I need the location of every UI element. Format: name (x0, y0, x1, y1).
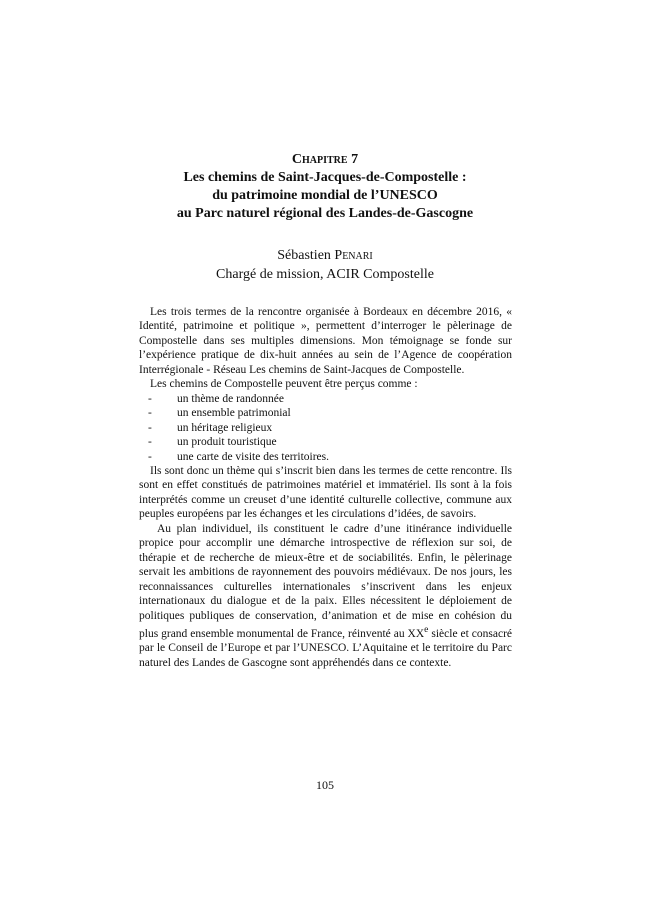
chapter-title-line-2: du patrimoine mondial de l’UNESCO (212, 188, 438, 203)
perception-list (139, 392, 512, 464)
paragraph-individual-text-a: Au plan individuel, ils constituent le cadre d’une itinérance individuelle propice pour accomplir une démarche introspective de réflexion sur soi, de thérapie et de recherche de mieux-être et de sociabilités. Enfin, le pèlerinage servait les ambitions de rayonnement des pouvoirs médiévaux. De nos jours, les reconnaissances culturelles internationales s’inscrivent dans les enjeux internationaux du dialogue et de la paix. Elles nécessitent le déploiement de politiques publiques de conservation, d’animation et de mise en cohésion du plus grand ensemble monumental de France, réinventé au XX (139, 522, 512, 640)
author-surname: Penari (334, 248, 373, 263)
list-item (139, 406, 512, 420)
author-name (100, 246, 550, 265)
author-role: Chargé de mission, ACIR Compostelle (216, 267, 434, 282)
paragraph-intro: Les trois termes de la rencontre organisée à Bordeaux en décembre 2016, « Identité, patrimoine et politique », permettent d’interroger le pèlerinage de Compostelle dans ses multiples dimensions. Mon témoignage se fonde sur l’expérience pratique de dix-huit années au sein de l’Agence de coopération Interrégionale - Réseau Les chemins de Saint-Jacques de Compostelle. (139, 306, 512, 376)
paragraph-individual-text-b: siècle et consacré par le Conseil de l’Europe et par l’UNESCO. L’Aquitaine et le territoire du Parc naturel des Landes de Gascogne sont appréhendés dans ce contexte. (139, 627, 512, 669)
author-first-name: Sébastien (277, 248, 331, 263)
list-dash: - (148, 392, 152, 405)
chapter-title-line-3: au Parc naturel régional des Landes-de-Gascogne (176, 206, 474, 221)
paragraph-individual (139, 522, 512, 670)
list-dash: - (148, 436, 152, 449)
chapter-heading (100, 151, 550, 223)
list-item-text: un produit touristique (177, 436, 277, 449)
chapter-title-line-1: Les chemins de Saint-Jacques-de-Compostelle : (183, 170, 467, 185)
list-dash: - (148, 407, 152, 420)
list-dash: - (148, 421, 152, 434)
chapter-body (139, 305, 512, 670)
author-block (100, 246, 550, 284)
paragraph-heritage: Ils sont donc un thème qui s’inscrit bien dans les termes de cette rencontre. Ils sont en effet constitués de patrimoines matériel et immatériel. Ils sont à la fois interprétés comme un creuset d’une identité culturelle collective, commune aux peuples européens par les échanges et les circulations d’idées, de savoirs. (139, 464, 512, 521)
century-superscript: e (424, 623, 429, 635)
list-item-text: un héritage religieux (177, 421, 273, 434)
list-item-text: un thème de randonnée (177, 392, 284, 405)
paragraph-list-lead: Les chemins de Compostelle peuvent être perçus comme : (150, 378, 418, 391)
list-dash: - (148, 450, 152, 463)
list-item-text: une carte de visite des territoires. (177, 450, 329, 463)
page-number: 105 (316, 778, 334, 792)
chapter-label: Chapitre 7 (291, 152, 359, 167)
list-item (139, 435, 512, 449)
list-item-text: un ensemble patrimonial (177, 407, 291, 420)
list-item (139, 392, 512, 406)
list-item (139, 421, 512, 435)
list-item (139, 450, 512, 464)
